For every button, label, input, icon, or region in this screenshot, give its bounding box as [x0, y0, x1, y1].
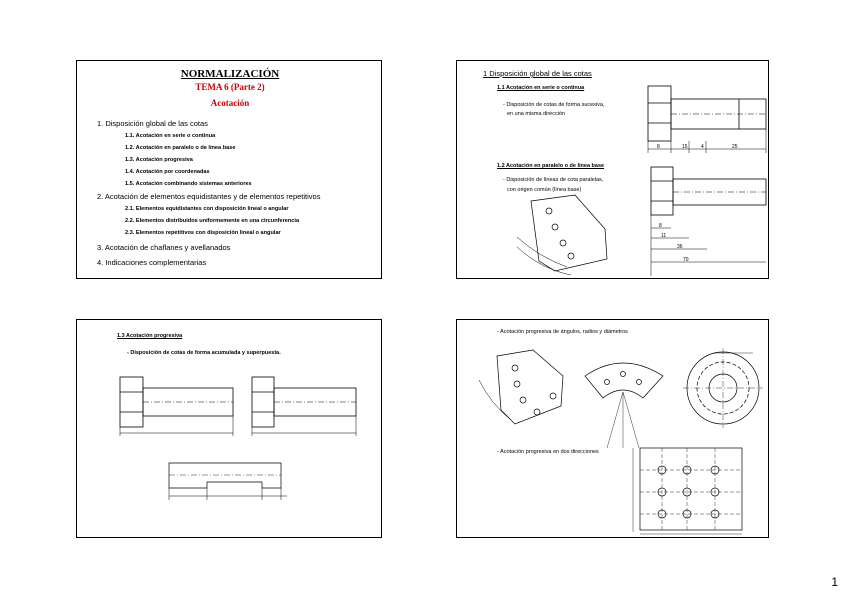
dim-label: 25: [732, 144, 738, 150]
outline-item: 1.2. Acotación en paralelo o de línea base: [125, 145, 236, 151]
topic-title: Acotación: [210, 98, 250, 108]
dim-label: 8: [657, 144, 660, 150]
slide-heading: 1 Disposición global de las cotas: [483, 69, 592, 78]
bullet-progresiva: - Disposición de cotas de forma acumulada y superpuesta.: [127, 350, 281, 356]
bullet-serie-line1: - Disposición de cotas de forma sucesiva,: [503, 102, 605, 108]
dim-label: 70: [683, 257, 689, 263]
dim-label: 11: [661, 233, 667, 239]
slide-4-angles-two-directions: [456, 319, 769, 538]
outline-item: 3. Acotación de chaflanes y avellanados: [97, 243, 231, 252]
page-number: 1: [831, 575, 838, 589]
main-title: NORMALIZACIÓN: [180, 68, 280, 80]
subtitle: TEMA 6 (Parte 2): [195, 82, 265, 92]
bullet-paralelo-line2: con origen común (línea base): [507, 187, 582, 193]
section-title-paralelo: 1.2 Acotación en paralelo o de línea base: [497, 163, 605, 169]
caption-two-directions: - Acotación progresiva en dos direcciones: [497, 449, 599, 455]
slide-3-progresiva: [76, 319, 382, 538]
slide-1-title: [76, 60, 382, 279]
section-title-serie: 1.1 Acotación en serie o continua: [497, 85, 585, 91]
outline-item: 2. Acotación de elementos equidistantes y de elementos repetitivos: [97, 192, 321, 201]
outline-item: 2.3. Elementos repetitivos con disposición lineal o angular: [125, 230, 281, 236]
section-title-progresiva: 1.3 Acotación progresiva: [117, 333, 183, 339]
outline-item: 1.5. Acotación combinando sistemas anteriores: [125, 181, 252, 187]
bullet-serie-line2: en una misma dirección: [507, 111, 566, 117]
outline-item: 1.3. Acotación progresiva: [125, 157, 193, 163]
slide-2-global-layout: [456, 60, 769, 279]
dim-label: 36: [677, 244, 683, 250]
dim-label: 15: [682, 144, 688, 150]
bullet-paralelo-line1: - Disposición de líneas de cota paralelas,: [503, 177, 604, 183]
outline-item: 2.2. Elementos distribuidos uniformemente en una circunferencia: [125, 218, 300, 224]
outline-item: 4. Indicaciones complementarias: [97, 258, 207, 267]
outline-item: 1. Disposición global de las cotas: [97, 119, 208, 128]
angle-and-grid-drawings: [457, 320, 769, 538]
caption-angles: - Acotación progresiva de ángulos, radios y diámetros: [497, 329, 628, 335]
outline-item: 1.1. Acotación en serie o continua: [125, 133, 216, 139]
outline-item: 2.1. Elementos equidistantes con disposición lineal o angular: [125, 206, 289, 212]
progressive-drawings: [77, 320, 382, 538]
dim-label: 8: [659, 223, 662, 229]
bolt-drawings-slide2: [457, 61, 769, 279]
outline-item: 1.4. Acotación por coordenadas: [125, 169, 210, 175]
dim-label: 4: [701, 144, 704, 150]
